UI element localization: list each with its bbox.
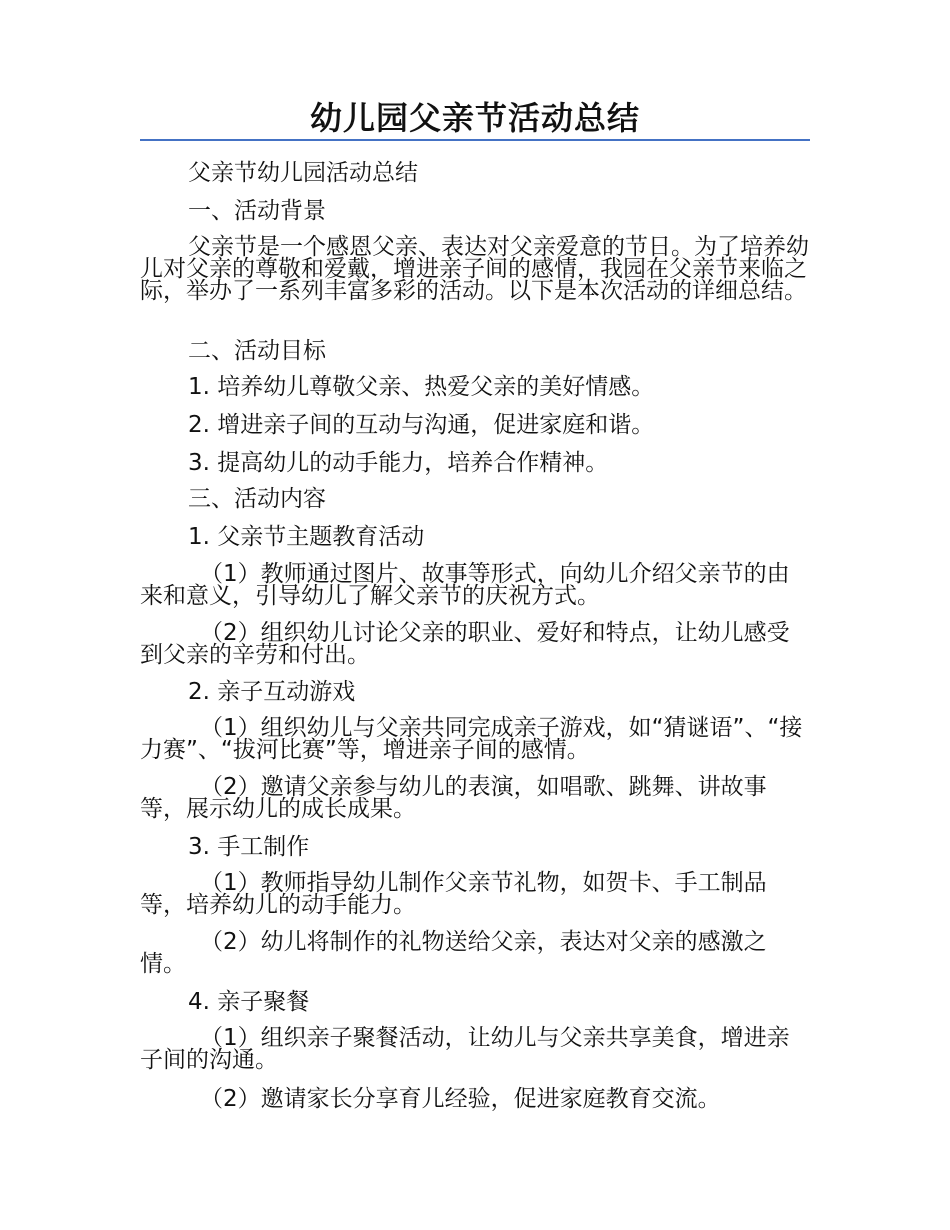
background-paragraph: 父亲节是一个感恩父亲、表达对父亲爱意的节日。为了培养幼儿对父亲的尊敬和爱戴，增进亲子间的感情，我园在父亲节来临之际，举办了一系列丰富多彩的活动。以下是本次活动的详细总结。 xyxy=(140,234,809,304)
goal-item-1: 1. 培养幼儿尊敬父亲、热爱父亲的美好情感。 xyxy=(188,374,655,400)
goal-item-3: 3. 提高幼儿的动手能力，培养合作精神。 xyxy=(188,450,609,476)
section-heading-goals: 二、活动目标 xyxy=(188,338,326,364)
content-item-1-point-1: （1）教师通过图片、故事等形式，向幼儿介绍父亲节的由来和意义，引导幼儿了解父亲节的庆祝方式。 xyxy=(140,561,790,609)
content-item-2-point-2: （2）邀请父亲参与幼儿的表演，如唱歌、跳舞、讲故事等，展示幼儿的成长成果。 xyxy=(140,774,767,822)
document-subtitle: 父亲节幼儿园活动总结 xyxy=(188,160,418,186)
content-item-1-point-2: （2）组织幼儿讨论父亲的职业、爱好和特点，让幼儿感受到父亲的辛劳和付出。 xyxy=(140,620,790,668)
content-item-3-point-1: （1）教师指导幼儿制作父亲节礼物，如贺卡、手工制品等，培养幼儿的动手能力。 xyxy=(140,870,767,918)
content-item-3-heading: 3. 手工制作 xyxy=(188,834,310,860)
content-item-4-point-2: （2）邀请家长分享育儿经验，促进家庭教育交流。 xyxy=(200,1086,721,1112)
content-item-3-point-2: （2）幼儿将制作的礼物送给父亲，表达对父亲的感激之情。 xyxy=(140,929,767,977)
section-heading-content: 三、活动内容 xyxy=(188,486,326,512)
content-item-4-heading: 4. 亲子聚餐 xyxy=(188,989,310,1015)
content-item-2-point-1: （1）组织幼儿与父亲共同完成亲子游戏，如“猜谜语”、“接力赛”、“拔河比赛”等，增进亲子间的感情。 xyxy=(140,715,803,763)
content-item-2-heading: 2. 亲子互动游戏 xyxy=(188,679,356,705)
content-item-1-heading: 1. 父亲节主题教育活动 xyxy=(188,524,425,550)
title-underline xyxy=(140,139,810,141)
section-heading-background: 一、活动背景 xyxy=(188,198,326,224)
document-title: 幼儿园父亲节活动总结 xyxy=(309,99,640,137)
goal-item-2: 2. 增进亲子间的互动与沟通，促进家庭和谐。 xyxy=(188,412,655,438)
content-item-4-point-1: （1）组织亲子聚餐活动，让幼儿与父亲共享美食，增进亲子间的沟通。 xyxy=(140,1025,790,1073)
